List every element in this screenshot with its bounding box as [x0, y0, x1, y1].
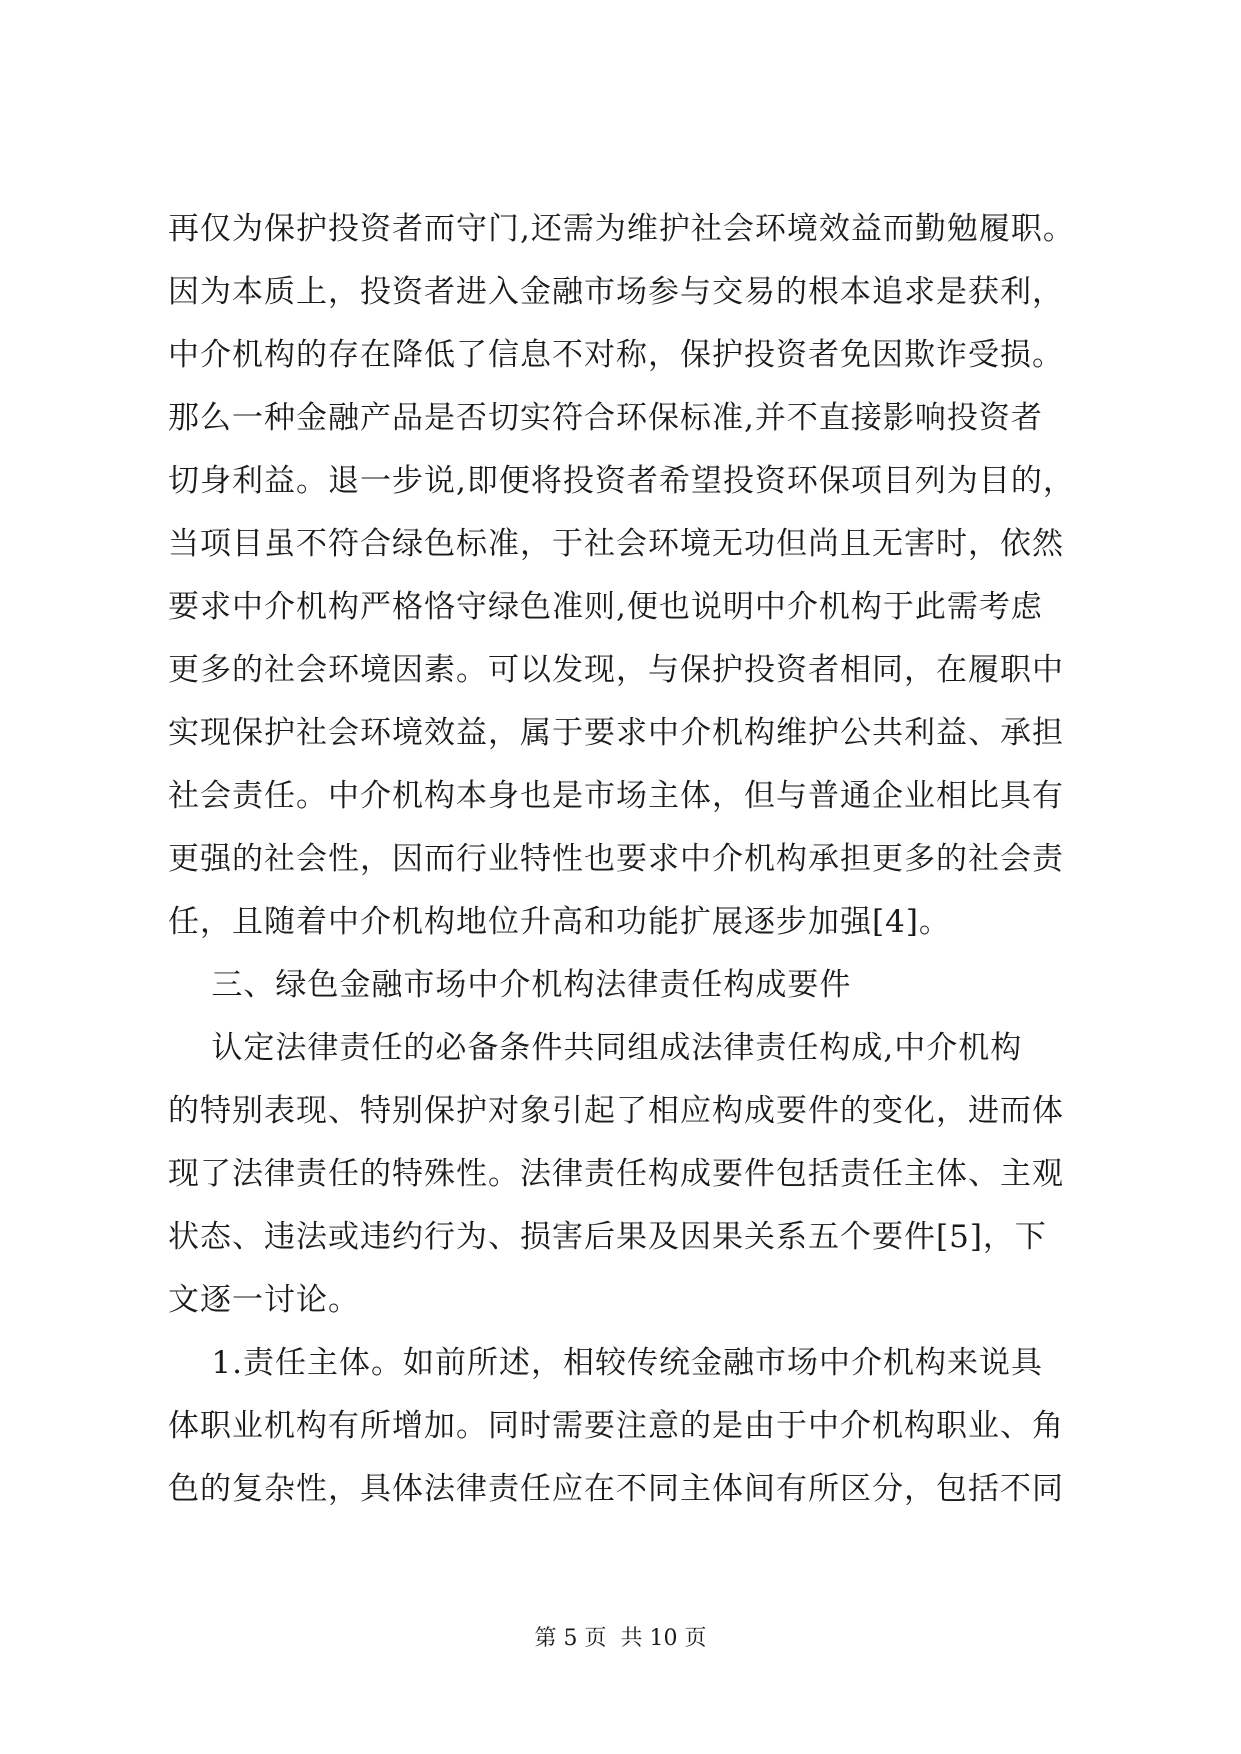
- text-line: 认定法律责任的必备条件共同组成法律责任构成,中介机构: [168, 1030, 1023, 1066]
- text-line: 中介机构的存在降低了信息不对称，保护投资者免因欺诈受损。: [168, 337, 1064, 373]
- text-line: 实现保护社会环境效益，属于要求中介机构维护公共利益、承担: [168, 715, 1064, 751]
- text-line: 更多的社会环境因素。可以发现，与保护投资者相同，在履职中: [168, 652, 1064, 688]
- text-line: 再仅为保护投资者而守门,还需为维护社会环境效益而勤勉履职。: [168, 211, 1075, 247]
- text-line: 那么一种金融产品是否切实符合环保标准,并不直接影响投资者: [168, 400, 1043, 436]
- text-line: 任，且随着中介机构地位升高和功能扩展逐步加强[4]。: [168, 904, 951, 940]
- text-line: 现了法律责任的特殊性。法律责任构成要件包括责任主体、主观: [168, 1156, 1064, 1192]
- text-line: 当项目虽不符合绿色标准，于社会环境无功但尚且无害时，依然: [168, 526, 1064, 562]
- text-line: 因为本质上，投资者进入金融市场参与交易的根本追求是获利，: [168, 274, 1064, 310]
- text-line: 色的复杂性，具体法律责任应在不同主体间有所区分，包括不同: [168, 1471, 1064, 1507]
- text-line: 切身利益。退一步说,即便将投资者希望投资环保项目列为目的，: [168, 463, 1075, 499]
- text-line: 的特别表现、特别保护对象引起了相应构成要件的变化，进而体: [168, 1093, 1064, 1129]
- page-footer: 第 5 页 共 10 页: [534, 1626, 707, 1651]
- text-line: 1.责任主体。如前所述，相较传统金融市场中介机构来说具: [168, 1345, 1043, 1381]
- section-heading: 三、绿色金融市场中介机构法律责任构成要件: [168, 967, 852, 1003]
- body-text: [168, 198, 1088, 1521]
- text-line: 社会责任。中介机构本身也是市场主体，但与普通企业相比具有: [168, 778, 1064, 814]
- text-line: 要求中介机构严格恪守绿色准则,便也说明中介机构于此需考虑: [168, 589, 1043, 625]
- text-line: 文逐一讨论。: [168, 1282, 360, 1318]
- text-line: 体职业机构有所增加。同时需要注意的是由于中介机构职业、角: [168, 1408, 1064, 1444]
- text-line: 状态、违法或违约行为、损害后果及因果关系五个要件[5]，下: [168, 1219, 1047, 1255]
- text-line: 更强的社会性，因而行业特性也要求中介机构承担更多的社会责: [168, 841, 1064, 877]
